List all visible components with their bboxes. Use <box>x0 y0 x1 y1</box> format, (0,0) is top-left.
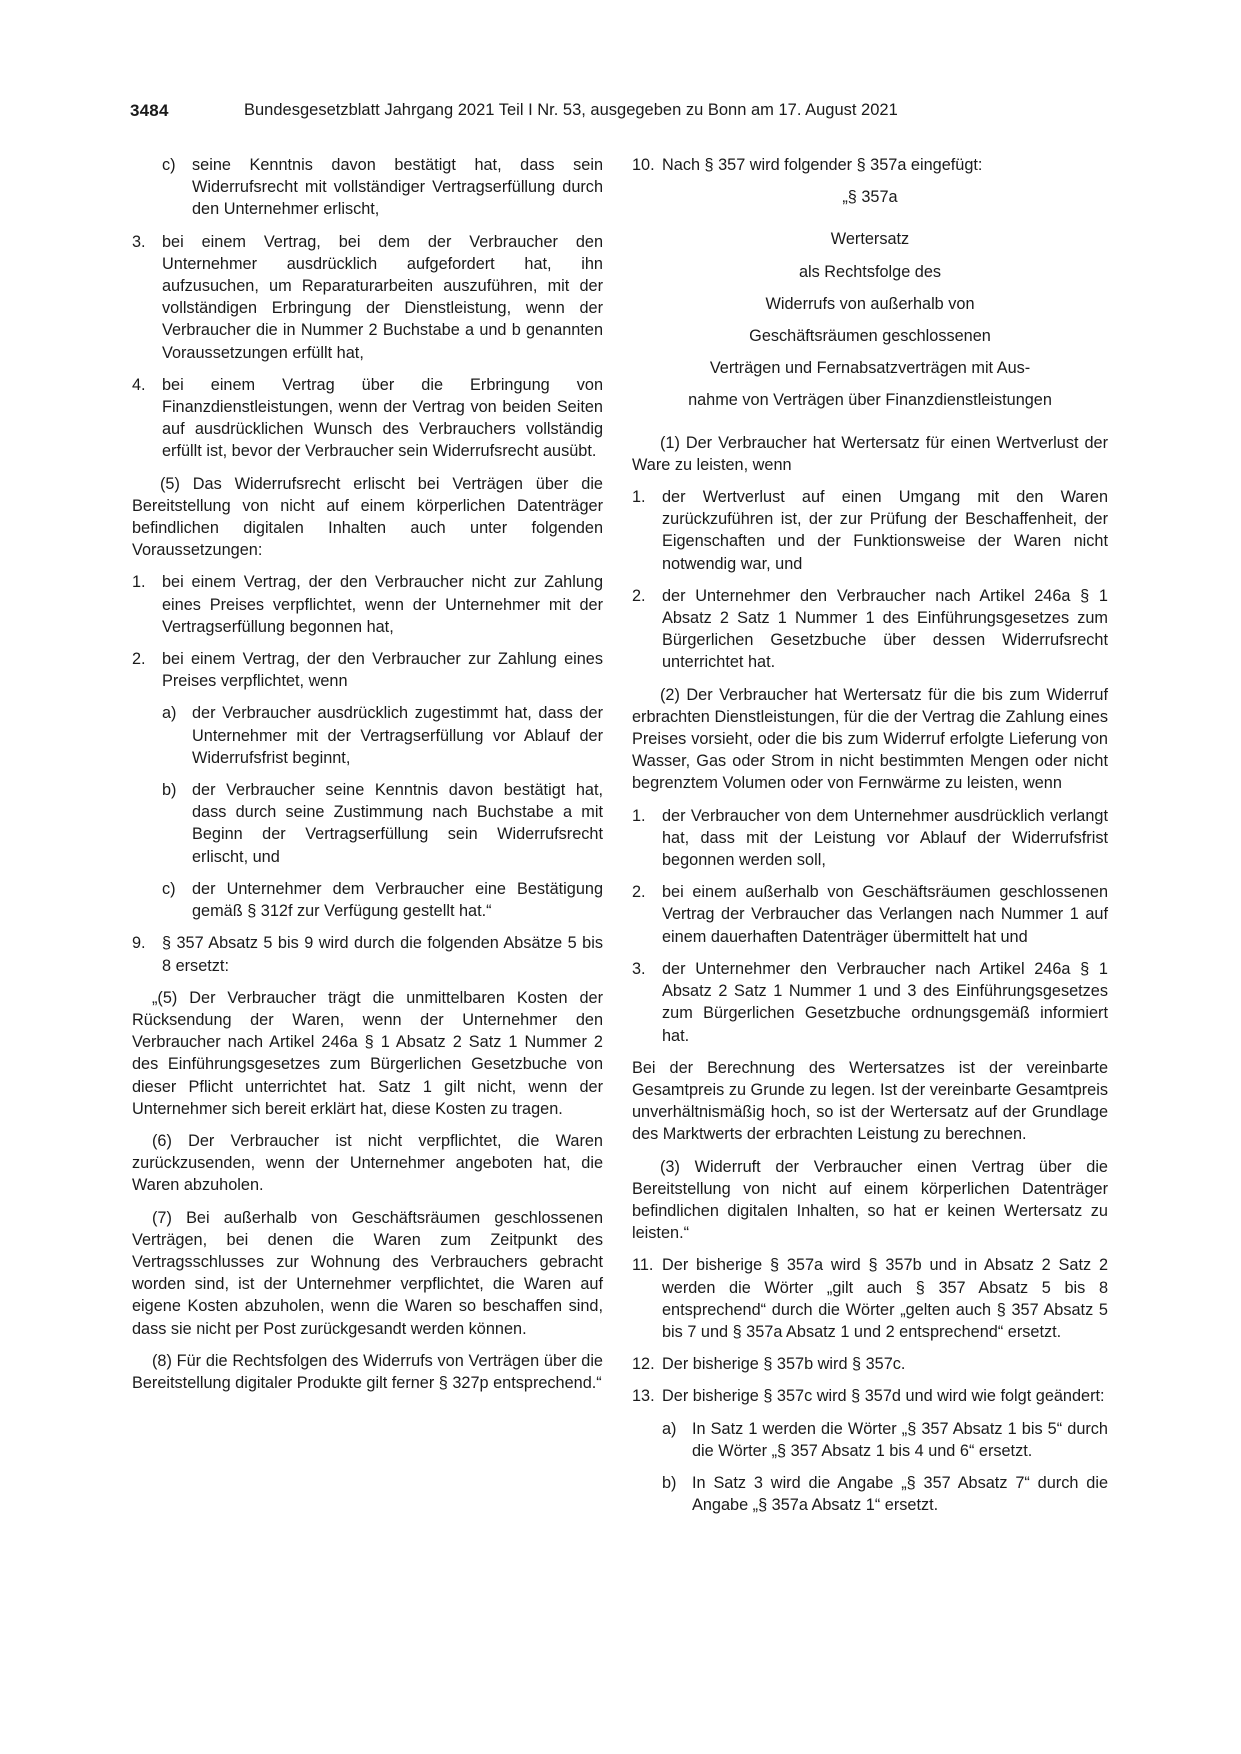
list-item-13-a: a) In Satz 1 werden die Wörter „§ 357 Absatz 1 bis 5“ durch die Wörter „§ 357 Absatz 1 bis 4 und 6“ ersetzt. <box>662 1419 1108 1460</box>
paragraph-2: (2) Der Verbraucher hat Wertersatz für die bis zum Widerruf erbrachten Dienstleistungen, für die der Vertrag die Zahlung eines Preises vorsieht, oder die bis zum Widerruf erfolgte Lieferung von Wasser, Gas oder Strom in nicht bestimmten Mengen oder nicht begrenztem Volumen oder von Fernwärme zu leisten, wenn <box>632 685 1108 793</box>
page-number: 3484 <box>130 101 169 120</box>
quoted-paragraph-6: (6) Der Verbraucher ist nicht verpflichtet, die Waren zurückzusenden, wenn der Unternehmer angeboten hat, die Waren abzuholen. <box>132 1131 603 1195</box>
section-title-line: Widerrufs von außerhalb von <box>765 294 975 313</box>
list-item-12: 12. Der bisherige § 357b wird § 357c. <box>632 1355 906 1374</box>
section-title-line: nahme von Verträgen über Finanzdienstleistungen <box>688 391 1052 410</box>
list-item-5-2-a: a) der Verbraucher ausdrücklich zugestimmt hat, dass der Unternehmer mit der Vertragserfüllung vor Ablauf der Widerrufsfrist beginnt, <box>162 704 603 767</box>
list-item-13: 13. Der bisherige § 357c wird § 357d und wird wie folgt geändert: <box>632 1387 1105 1406</box>
list-item-c: c) seine Kenntnis davon bestätigt hat, dass sein Widerrufsrecht mit vollständiger Vertragserfüllung durch den Unternehmer erlischt, <box>162 156 603 219</box>
list-item-2-2: 2. bei einem außerhalb von Geschäftsräumen geschlossenen Vertrag der Verbraucher das Verlangen nach Nummer 1 auf einem dauerhaften Datenträger übermittelt hat und <box>632 883 1108 946</box>
paragraph-2-tail: Bei der Berechnung des Wertersatzes ist der vereinbarte Gesamtpreis zu Grunde zu legen. Ist der vereinbarte Gesamtpreis unverhältnismäßig hoch, so ist der Wertersatz auf der Grundlage des Marktwerts der erbrachten Leistung zu berechnen. <box>632 1058 1108 1144</box>
list-item-2-3: 3. der Unternehmer den Verbraucher nach Artikel 246a § 1 Absatz 2 Satz 1 Nummer 1 und 3 des Einführungsgesetzes zum Bürgerlichen Gesetzbuche ordnungsgemäß informiert hat. <box>632 959 1108 1045</box>
section-title-line: Geschäftsräumen geschlossenen <box>749 327 991 346</box>
quoted-paragraph-5: „(5) Der Verbraucher trägt die unmittelbaren Kosten der Rücksendung der Waren, wenn der Unternehmer den Verbraucher nach Artikel 246a § 1 Absatz 2 Satz 1 Nummer 2 des Einführungsgesetzes zum Bürgerlichen Gesetzbuche von dieser Pflicht unterrichtet hat. Satz 1 gilt nicht, wenn der Unternehmer sich bereit erklärt hat, diese Kosten zu tragen. <box>132 988 603 1118</box>
paragraph-3: (3) Widerruft der Verbraucher einen Vertrag über die Bereitstellung von nicht auf einem körperlichen Datenträger befindlichen digitalen Inhalten, so hat er keinen Wertersatz zu leisten.“ <box>632 1157 1108 1243</box>
list-item-4: 4. bei einem Vertrag über die Erbringung von Finanzdienstleistungen, wenn der Vertrag von beiden Seiten auf ausdrücklichen Wunsch des Verbrauchers vollständig erfüllt ist, bevor der Verbraucher sein Widerrufsrecht ausübt. <box>132 375 603 461</box>
list-item-1-1: 1. der Wertverlust auf einen Umgang mit den Waren zurückzuführen ist, der zur Prüfung der Beschaffenheit, der Eigenschaften und der Funktionsweise der Waren nicht notwendig war, und <box>632 488 1108 573</box>
list-item-3: 3. bei einem Vertrag, bei dem der Verbraucher den Unternehmer ausdrücklich aufgefordert hat, ihn aufzusuchen, um Reparaturarbeiten auszuführen, mit der vollständigen Erbringung der Dienstleistung, wenn der Verbraucher die in Nummer 2 Buchstabe a und b genannten Voraussetzungen erfüllt hat, <box>132 232 603 362</box>
right-column <box>632 154 1108 1526</box>
list-item-9: 9. § 357 Absatz 5 bis 9 wird durch die folgenden Absätze 5 bis 8 ersetzt: <box>132 934 603 975</box>
list-item-5-2-b: b) der Verbraucher seine Kenntnis davon bestätigt hat, dass durch seine Zustimmung nach Buchstabe a mit Beginn der Vertragserfüllung sein Widerrufsrecht erlischt, und <box>162 781 603 866</box>
list-item-2-1: 1. der Verbraucher von dem Unternehmer ausdrücklich verlangt hat, dass mit der Leistung vor Ablauf der Widerrufsfrist begonnen werden soll, <box>632 806 1108 870</box>
list-item-13-b: b) In Satz 3 wird die Angabe „§ 357 Absatz 7“ durch die Angabe „§ 357a Absatz 1“ ersetzt. <box>662 1473 1108 1515</box>
section-title-line: Wertersatz <box>830 230 910 249</box>
quoted-paragraph-7: (7) Bei außerhalb von Geschäftsräumen geschlossenen Verträgen, bei denen die Waren zum Zeitpunkt des Vertragsschlusses zur Wohnung des Verbrauchers gebracht worden sind, ist der Unternehmer verpflichtet, die Waren auf eigene Kosten abzuholen, wenn die Waren so beschaffen sind, dass sie nicht per Post zurückgesandt werden können. <box>132 1208 603 1338</box>
gazette-title: Bundesgesetzblatt Jahrgang 2021 Teil I Nr. 53, ausgegeben zu Bonn am 17. August 2021 <box>244 101 898 119</box>
list-item-11: 11. Der bisherige § 357a wird § 357b und in Absatz 2 Satz 2 werden die Wörter „gilt auch § 357 Absatz 5 bis 8 entsprechend“ durch die Wörter „gelten auch § 357 Absatz 5 bis 7 und § 357a Absatz 1 und 2 entsprechend“ ersetzt. <box>632 1256 1108 1341</box>
list-item-5-1: 1. bei einem Vertrag, der den Verbraucher nicht zur Zahlung eines Preises verpflichtet, wenn der Unternehmer mit der Vertragserfüllung begonnen hat, <box>132 573 603 636</box>
paragraph-1: (1) Der Verbraucher hat Wertersatz für einen Wertverlust der Ware zu leisten, wenn <box>632 433 1108 474</box>
page-header <box>130 101 1060 127</box>
section-heading: „§ 357a <box>842 188 898 207</box>
list-item-5-2-c: c) der Unternehmer dem Verbraucher eine Bestätigung gemäß § 312f zur Verfügung gestellt hat.“ <box>162 879 603 921</box>
section-title-line: Verträgen und Fernabsatzverträgen mit Aus- <box>709 359 1031 378</box>
list-item-10: 10. Nach § 357 wird folgender § 357a eingefügt: <box>632 156 983 174</box>
section-title-line: als Rechtsfolge des <box>798 262 942 281</box>
quoted-paragraph-8: (8) Für die Rechtsfolgen des Widerrufs von Verträgen über die Bereitstellung digitaler Produkte gilt ferner § 327p entsprechend.“ <box>132 1351 603 1392</box>
left-column <box>132 154 603 1404</box>
paragraph-5: (5) Das Widerrufsrecht erlischt bei Verträgen über die Bereitstellung von nicht auf einem körperlichen Datenträger befindlichen digitalen Inhalten auch unter folgenden Voraussetzungen: <box>132 474 603 560</box>
list-item-5-2: 2. bei einem Vertrag, der den Verbraucher zur Zahlung eines Preises verpflichtet, wenn <box>132 650 603 691</box>
list-item-1-2: 2. der Unternehmer den Verbraucher nach Artikel 246a § 1 Absatz 2 Satz 1 Nummer 1 des Einführungsgesetzes zum Bürgerlichen Gesetzbuche über dessen Widerrufsrecht unterrichtet hat. <box>632 586 1108 672</box>
